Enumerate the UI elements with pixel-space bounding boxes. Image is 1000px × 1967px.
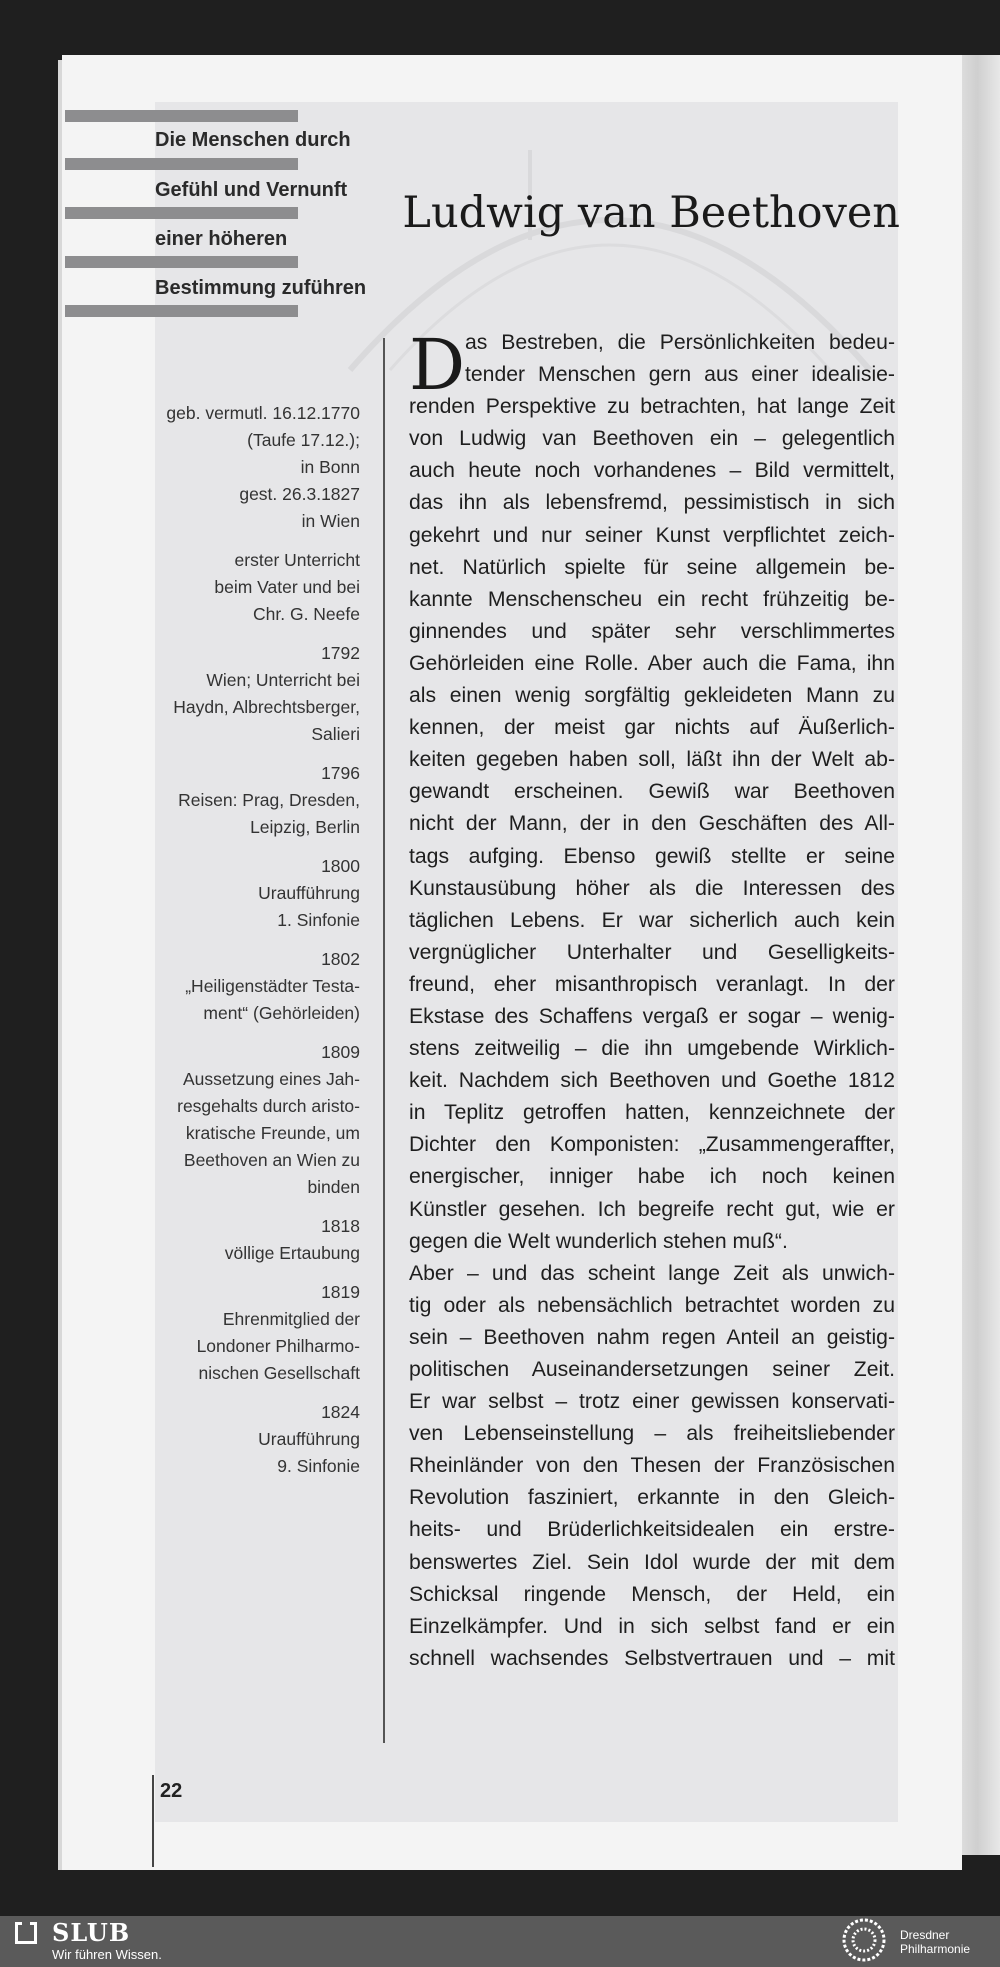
body-line: kennen, der meist gar nichts auf Äußerlich- (409, 716, 895, 740)
body-line: kannte Menschenscheu ein recht frühzeitig be- (409, 587, 895, 611)
body-line: täglichen Lebens. Er war sicherlich auch kein (409, 908, 895, 932)
timeline-text: „Heiligenstädter Testa- (185, 976, 360, 996)
timeline-text: Aussetzung eines Jah- (182, 1069, 360, 1089)
body-line: gewandt erscheinen. Gewiß war Beethoven (409, 780, 895, 804)
timeline-text: in Bonn (300, 457, 360, 477)
adjacent-page-photo (962, 55, 1000, 1855)
body-line: ven Lebenseinstellung – als freiheitsliebender (409, 1422, 895, 1446)
body-line: das ihn als lebensfremd, pessimistisch in sich (409, 491, 895, 515)
body-line: Gehörleiden eine Rolle. Aber auch die Fama, ihn (409, 651, 895, 675)
timeline-entry (150, 640, 360, 748)
timeline-text: binden (307, 1177, 360, 1197)
page-number: 22 (160, 1780, 183, 1802)
body-line: benswertes Ziel. Sein Idol wurde der mit dem (409, 1550, 895, 1574)
body-line: Revolution fasziniert, erkannte in den Gleich- (409, 1486, 895, 1510)
timeline-text: Wien; Unterricht bei (206, 670, 360, 690)
timeline-year: 1802 (321, 949, 360, 969)
slogan-line: Die Menschen durch (155, 129, 351, 151)
timeline-text: Londoner Philharmo- (196, 1336, 360, 1356)
timeline-entry (150, 853, 360, 934)
timeline-text: resgehalts durch aristo- (177, 1096, 360, 1116)
body-line: net. Natürlich spielte für seine allgemein be- (409, 555, 895, 579)
body-line: als einen wenig sorgfältig gekleideten Mann zu (409, 684, 895, 708)
timeline-entry (150, 1399, 360, 1480)
body-line: gegen die Welt wunderlich stehen muß“. (409, 1229, 788, 1253)
body-line: sein – Beethoven nahm regen Anteil an geistig- (409, 1325, 895, 1349)
partner-name-line2: Philharmonie (900, 1942, 971, 1956)
timeline-text: Haydn, Albrechtsberger, (173, 697, 360, 717)
timeline-text: 1. Sinfonie (277, 910, 360, 930)
timeline-text: in Wien (301, 511, 360, 531)
slub-logo-icon (15, 1922, 37, 1944)
philharmonie-logo-icon[interactable] (842, 1918, 886, 1962)
body-line: stens zeitweilig – die ihn umgebende Wirklich- (409, 1037, 895, 1061)
body-line: freund, eher misanthropisch veranlagt. In der (409, 972, 895, 996)
timeline-year: 1800 (321, 856, 360, 876)
timeline-text: kratische Freunde, um (185, 1123, 360, 1143)
body-line: Ekstase des Schaffens vergaß er sogar – wenig- (409, 1004, 895, 1028)
slogan-stripe (65, 207, 298, 219)
timeline-entry (150, 1039, 360, 1201)
timeline-text: Uraufführung (258, 883, 360, 903)
timeline-entry (150, 760, 360, 841)
timeline-year: 1796 (321, 763, 360, 783)
body-line: tender Menschen gern aus einer idealisie- (465, 363, 895, 387)
body-line: as Bestreben, die Persönlichkeiten bedeu- (465, 331, 895, 354)
timeline-entry (150, 547, 360, 628)
slogan-stripe (65, 158, 298, 170)
body-line: Dichter den Komponisten: „Zusammengeraffter, (409, 1133, 895, 1157)
body-line: energischer, inniger habe ich noch keinen (409, 1165, 895, 1189)
timeline-text: Reisen: Prag, Dresden, (178, 790, 360, 810)
timeline-text: (Taufe 17.12.); (247, 430, 360, 450)
timeline-text: völlige Ertaubung (224, 1243, 360, 1263)
timeline-entry (150, 400, 360, 535)
body-line: Er war selbst – trotz einer gewissen konservati- (409, 1390, 895, 1414)
column-divider (383, 338, 385, 1743)
body-line: nicht der Mann, der in den Geschäften des All- (409, 812, 895, 836)
partner-name-line1: Dresdner (900, 1928, 950, 1942)
body-line: vergnüglicher Unterhalter und Geselligkeits- (409, 940, 895, 964)
library-name[interactable]: SLUB (52, 1918, 131, 1947)
timeline-text: Uraufführung (258, 1429, 360, 1449)
body-line: in Teplitz getroffen hatten, kennzeichnete der (409, 1101, 895, 1125)
slogan-stripe (65, 305, 298, 317)
timeline-text: erster Unterricht (234, 550, 360, 570)
timeline-year: 1818 (321, 1216, 360, 1236)
slogan-stripe (65, 110, 298, 122)
body-line: gekehrt und nur seiner Kunst verpflichtet zeich- (409, 523, 895, 547)
timeline-entry (150, 1279, 360, 1387)
drop-cap: D (409, 324, 466, 406)
body-line: Aber – und das scheint lange Zeit als unwich- (409, 1261, 895, 1285)
timeline-text: ment“ (Gehörleiden) (203, 1003, 360, 1023)
body-line: Künstler gesehen. Ich begreife recht gut, wie er (409, 1197, 895, 1221)
body-line: keiten gegeben haben soll, läßt ihn der Welt ab- (409, 748, 895, 772)
body-line: ginnendes und später sehr verschlimmertes (409, 619, 895, 643)
body-line: Kunstausübung höher als die Interessen des (409, 876, 895, 900)
body-line: Rheinländer von den Thesen der Französischen (409, 1454, 895, 1478)
timeline-year: 1824 (321, 1402, 360, 1422)
timeline-text: Salieri (311, 724, 360, 744)
biography-timeline (150, 400, 360, 1492)
slogan-line: Gefühl und Vernunft (155, 179, 348, 201)
page-number-rule (152, 1775, 154, 1867)
page-title: Ludwig van Beethoven (402, 188, 900, 238)
slogan-stripe (65, 256, 298, 268)
article-body (409, 324, 895, 1675)
body-line: schnell wachsendes Selbstvertrauen und – mit (409, 1646, 895, 1670)
timeline-entry (150, 946, 360, 1027)
body-line: Einzelkämpfer. Und in sich selbst fand er ein (409, 1614, 895, 1638)
body-line: politischen Auseinandersetzungen seiner Zeit. (409, 1358, 895, 1381)
body-line: tig oder als nebensächlich betrachtet worden zu (409, 1293, 895, 1317)
timeline-year: 1792 (321, 643, 360, 663)
timeline-text: Beethoven an Wien zu (183, 1150, 360, 1170)
slogan-line: Bestimmung zuführen (155, 277, 367, 299)
timeline-text: beim Vater und bei (214, 577, 360, 597)
slogan-line: einer höheren (155, 228, 288, 250)
body-line: Schicksal ringende Mensch, der Held, ein (409, 1582, 895, 1606)
timeline-text: gest. 26.3.1827 (239, 484, 360, 504)
body-line: von Ludwig van Beethoven ein – gelegentlich (409, 427, 895, 451)
timeline-text: nischen Gesellschaft (198, 1363, 360, 1383)
body-line: renden Perspektive zu betrachten, hat lange Zeit (409, 395, 895, 419)
timeline-text: Chr. G. Neefe (253, 604, 360, 624)
body-line: heits- und Brüderlichkeitsidealen ein erstre- (409, 1518, 895, 1542)
body-line: tags aufging. Ebenso gewiß stellte er seine (409, 844, 895, 868)
library-tagline: Wir führen Wissen. (52, 1947, 162, 1962)
body-line: auch heute noch vorhandenes – Bild vermittelt, (409, 459, 895, 483)
timeline-text: 9. Sinfonie (277, 1456, 360, 1476)
timeline-entry (150, 1213, 360, 1267)
timeline-year: 1809 (321, 1042, 360, 1062)
timeline-text: Ehrenmitglied der (222, 1309, 360, 1329)
timeline-year: 1819 (321, 1282, 360, 1302)
timeline-text: Leipzig, Berlin (250, 817, 360, 837)
partner-name (900, 1928, 970, 1956)
timeline-text: geb. vermutl. 16.12.1770 (166, 403, 360, 423)
body-line: keit. Nachdem sich Beethoven und Goethe 1812 (409, 1069, 895, 1093)
